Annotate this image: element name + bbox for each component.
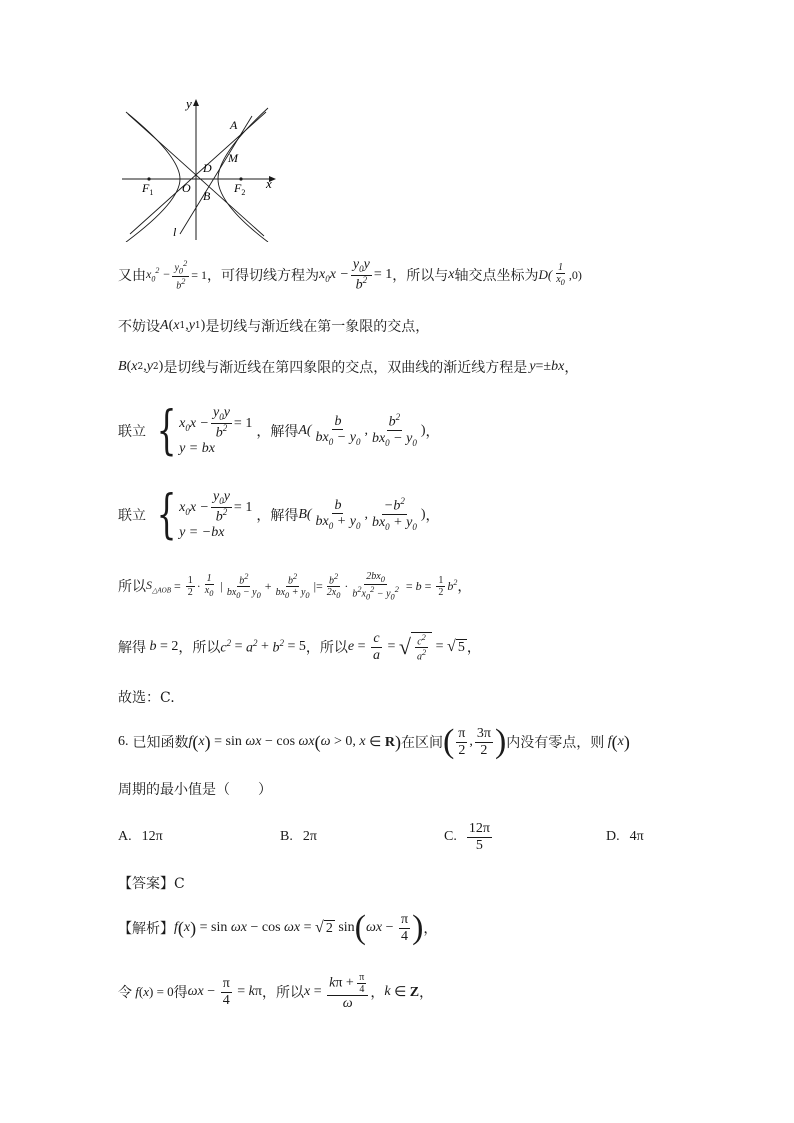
label-a: A (230, 118, 238, 132)
question-6-line-2: 周期的最小值是（ ） (118, 782, 272, 798)
label-f2: $F_2$ (234, 181, 246, 197)
line-system-b: 联立 { $x_0x$ − $\frac{y_0y}{b^2}$ = 1 y = −bx ，解得 B( $\frac{b}{bx_0 + y_0}$ , $\frac{-b^2}{bx_0 + y_0}$ ) ， (118, 485, 440, 545)
label-y: y (186, 96, 192, 111)
answer-choice-line: 故选：C. (118, 690, 175, 706)
line-assume-a: 不妨设 A ( x 1 , y 1 ) 是切线与渐近线在第一象限的交点， (118, 318, 430, 335)
line-assume-b: B ( x 2 , y 2 ) 是切线与渐近线在第四象限的交点，双曲线的渐近线方程是 y =± bx ， (118, 359, 579, 376)
choice-d[interactable]: D. 4π (606, 829, 644, 844)
line-area: 所以 $S_{\triangle AOB}$ = $\frac{1}{2}$ · $\frac{1}{x_0}$ | $\frac{b^2}{bx_0 - y_0}$ + $\frac{b^2}{bx_0 + y_0}$ |= $\frac{b^2}{2x_0}$ · $\frac{2bx_0}{b^2x_0^2 - y_0^2}$ = b = $\frac{1}{2}$ $b^2$ ， (118, 570, 472, 602)
label-d: D (203, 161, 212, 175)
label-x: x (266, 176, 272, 191)
label-m: M (228, 151, 238, 165)
analysis-line-2: 令 f ( x ) = 0 得 ωx − $\frac{\pi}{4}$ = k π ，所以 x = kπ + $\frac{\pi}{4}$ ω ， k ∈ Z ， (118, 972, 434, 1012)
hyperbola-right-branch (218, 108, 268, 242)
tangent-line-l (180, 116, 252, 234)
line-system-a: 联立 { $x_0x$ − $\frac{y_0y}{b^2}$ = 1 y = bx ，解得 A( $\frac{b}{bx_0 - y_0}$ , $\frac{b^2}{bx_0 - y_0}$ ) ， (118, 401, 440, 461)
line-tangent-equation: 又由 $x_0^2$ − $\frac{y_0^2}{b^2}$ = 1 ，可得切线方程为 $x_0x$ − $\frac{y_0y}{b^2}$ = 1 ，所以与 x 轴交点坐标为 D( $\frac{1}{x_0}$ ,0) (118, 257, 582, 293)
label-l: l (173, 225, 177, 239)
label-b: B (203, 189, 211, 203)
question-6-line-1: 6. 已知函数 f ( x ) = sin ωx − cos ωx ( ω > 0, x ∈ R ) 在区间 ( $\frac{\pi}{2}$ , $\frac{3\pi}{2}$ ) 内没有零点，则 f ( x ) (118, 723, 630, 760)
choice-a[interactable]: A. 12π (118, 829, 163, 844)
choice-b[interactable]: B. 2π (280, 829, 317, 844)
hyperbola-left-branch (126, 112, 180, 242)
y-axis-arrow (193, 99, 199, 106)
choice-c[interactable]: C. $\frac{12\pi}{5}$ (444, 821, 490, 853)
label-f1: $F_1$ (142, 181, 154, 197)
line-solve-b: 解得 b = 2 ，所以 $c^2$ = $a^2$ + $b^2$ = 5 ，所以 e = $\frac{c}{a}$ = √ $\frac{c^2}{a^2}$ = √ 5 ， (118, 631, 481, 663)
label-o: O (182, 181, 191, 195)
hyperbola-figure (118, 96, 282, 242)
analysis-line-1: 【解析】 f ( x ) = sin ωx − cos ωx = √ 2 sin ( ωx − $\frac{\pi}{4}$ ) ， (118, 909, 438, 946)
choices-row (118, 820, 678, 854)
answer-line: 【答案】C (118, 876, 185, 892)
